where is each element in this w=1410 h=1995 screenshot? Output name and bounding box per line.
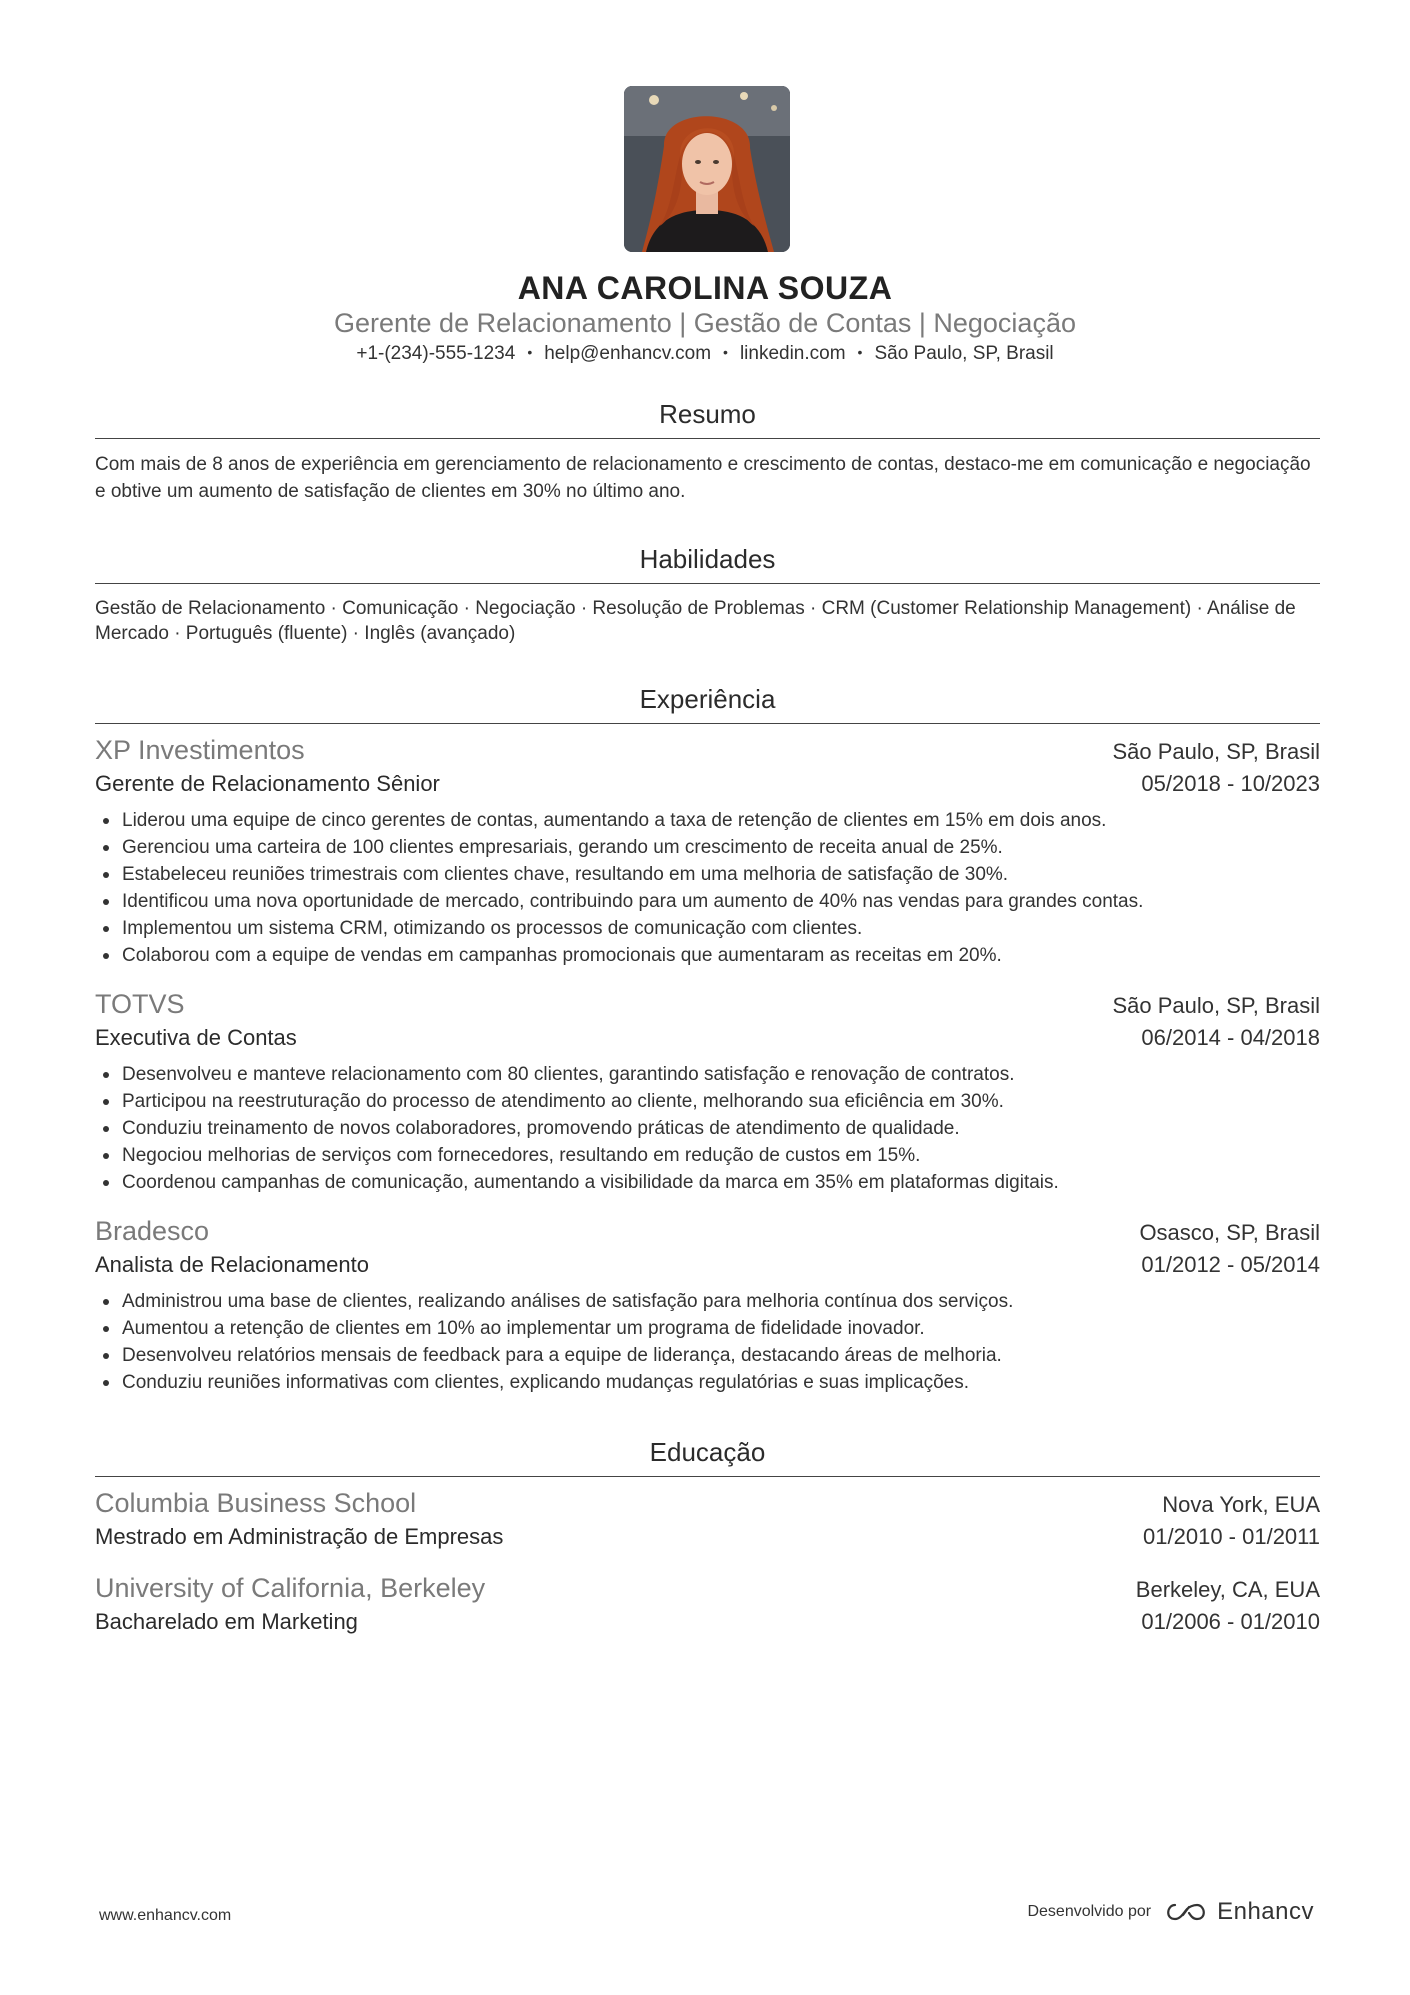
job-subheader <box>95 771 1320 797</box>
list-item: Coordenou campanhas de comunicação, aumentando a visibilidade da marca em 35% em plataformas digitais. <box>95 1169 1320 1196</box>
footer-website-link[interactable]: www.enhancv.com <box>99 1907 232 1924</box>
brand-name: Enhancv <box>1217 1898 1314 1925</box>
education-dates: 01/2010 - 01/2011 <box>1143 1524 1320 1549</box>
separator: • <box>857 344 863 360</box>
list-item: Aumentou a retenção de clientes em 10% ao implementar um programa de fidelidade inovador. <box>95 1315 1320 1342</box>
summary-text: Com mais de 8 anos de experiência em gerenciamento de relacionamento e crescimento de contas, destaco-me em comunicação e negociação e obtive um aumento de satisfação de clientes em 30% no último ano. <box>95 454 1311 502</box>
school-location: Berkeley, CA, EUA <box>1135 1577 1320 1602</box>
section-title-summary: Resumo <box>95 399 1320 439</box>
separator: • <box>527 344 533 360</box>
list-item: Colaborou com a equipe de vendas em campanhas promocionais que aumentaram as receitas em 20%. <box>95 942 1320 969</box>
contact-bar <box>0 343 1410 365</box>
location: São Paulo, SP, Brasil <box>874 343 1054 364</box>
school-name: University of California, Berkeley <box>95 1573 486 1603</box>
job-location: São Paulo, SP, Brasil <box>1112 739 1320 764</box>
job-header <box>95 735 1320 766</box>
linkedin-link[interactable]: linkedin.com <box>739 343 846 364</box>
list-item: Desenvolveu e manteve relacionamento com 80 clientes, garantindo satisfação e renovação de contratos. <box>95 1061 1320 1088</box>
separator: • <box>723 344 728 360</box>
list-item: Administrou uma base de clientes, realizando análises de satisfação para melhoria contínua dos serviços. <box>95 1288 1320 1315</box>
profile-photo <box>624 86 790 252</box>
list-item: Liderou uma equipe de cinco gerentes de contas, aumentando a taxa de retenção de clientes em 15% em dois anos. <box>95 807 1320 834</box>
school-name: Columbia Business School <box>95 1488 417 1518</box>
job-location: São Paulo, SP, Brasil <box>1112 993 1320 1018</box>
school-location: Nova York, EUA <box>1162 1492 1320 1517</box>
company-name: Bradesco <box>95 1216 210 1246</box>
phone[interactable]: +1-(234)-555-1234 <box>356 343 516 364</box>
education-header <box>95 1573 1320 1604</box>
education-header <box>95 1488 1320 1519</box>
job-subheader <box>95 1025 1320 1051</box>
degree: Bacharelado em Marketing <box>95 1609 358 1634</box>
company-name: TOTVS <box>95 989 185 1019</box>
education-subheader <box>95 1524 1320 1550</box>
powered-by-label: Desenvolvido por <box>1027 1903 1152 1920</box>
job-title: Executiva de Contas <box>95 1025 297 1050</box>
list-item: Negociou melhorias de serviços com fornecedores, resultando em redução de custos em 15%. <box>95 1142 1320 1169</box>
section-title-experience: Experiência <box>95 684 1320 724</box>
list-item: Conduziu reuniões informativas com clientes, explicando mudanças regulatórias e suas implicações. <box>95 1369 1320 1396</box>
list-item: Conduziu treinamento de novos colaboradores, promovendo práticas de atendimento de qualidade. <box>95 1115 1320 1142</box>
list-item: Desenvolveu relatórios mensais de feedback para a equipe de liderança, destacando áreas de melhoria. <box>95 1342 1320 1369</box>
job-title: Analista de Relacionamento <box>95 1252 369 1277</box>
job-dates: 05/2018 - 10/2023 <box>1141 771 1320 796</box>
email[interactable]: help@enhancv.com <box>544 343 712 364</box>
job-subheader <box>95 1252 1320 1278</box>
job-dates: 06/2014 - 04/2018 <box>1141 1025 1320 1050</box>
list-item: Identificou uma nova oportunidade de mercado, contribuindo para um aumento de 40% nas vendas para grandes contas. <box>95 888 1320 915</box>
skills-text: Gestão de Relacionamento · Comunicação · Negociação · Resolução de Problemas · CRM (Customer Relationship Management) · Análise de Mercado · Português (fluente) · Inglês (avançado) <box>95 598 1296 644</box>
job-bullets <box>95 1061 1320 1196</box>
candidate-name: ANA CAROLINA SOUZA <box>517 270 893 306</box>
job-header <box>95 989 1320 1020</box>
job-bullets <box>95 1288 1320 1396</box>
list-item: Participou na reestruturação do processo de atendimento ao cliente, melhorando sua eficiência em 30%. <box>95 1088 1320 1115</box>
education-subheader <box>95 1609 1320 1635</box>
section-title-education: Educação <box>95 1437 1320 1477</box>
job-bullets <box>95 807 1320 969</box>
section-title-skills: Habilidades <box>95 544 1320 584</box>
job-location: Osasco, SP, Brasil <box>1139 1220 1320 1245</box>
job-header <box>95 1216 1320 1247</box>
list-item: Gerenciou uma carteira de 100 clientes empresariais, gerando um crescimento de receita anual de 25%. <box>95 834 1320 861</box>
job-title: Gerente de Relacionamento Sênior <box>95 771 440 796</box>
job-dates: 01/2012 - 05/2014 <box>1141 1252 1320 1277</box>
education-dates: 01/2006 - 01/2010 <box>1141 1609 1320 1634</box>
degree: Mestrado em Administração de Empresas <box>95 1524 504 1549</box>
headline: Gerente de Relacionamento | Gestão de Contas | Negociação <box>334 308 1076 338</box>
list-item: Estabeleceu reuniões trimestrais com clientes chave, resultando em uma melhoria de satisfação de 30%. <box>95 861 1320 888</box>
enhancv-logo-icon <box>1163 1901 1209 1923</box>
footer-branding <box>1027 1898 1314 1926</box>
list-item: Implementou um sistema CRM, otimizando os processos de comunicação com clientes. <box>95 915 1320 942</box>
company-name: XP Investimentos <box>95 735 305 765</box>
